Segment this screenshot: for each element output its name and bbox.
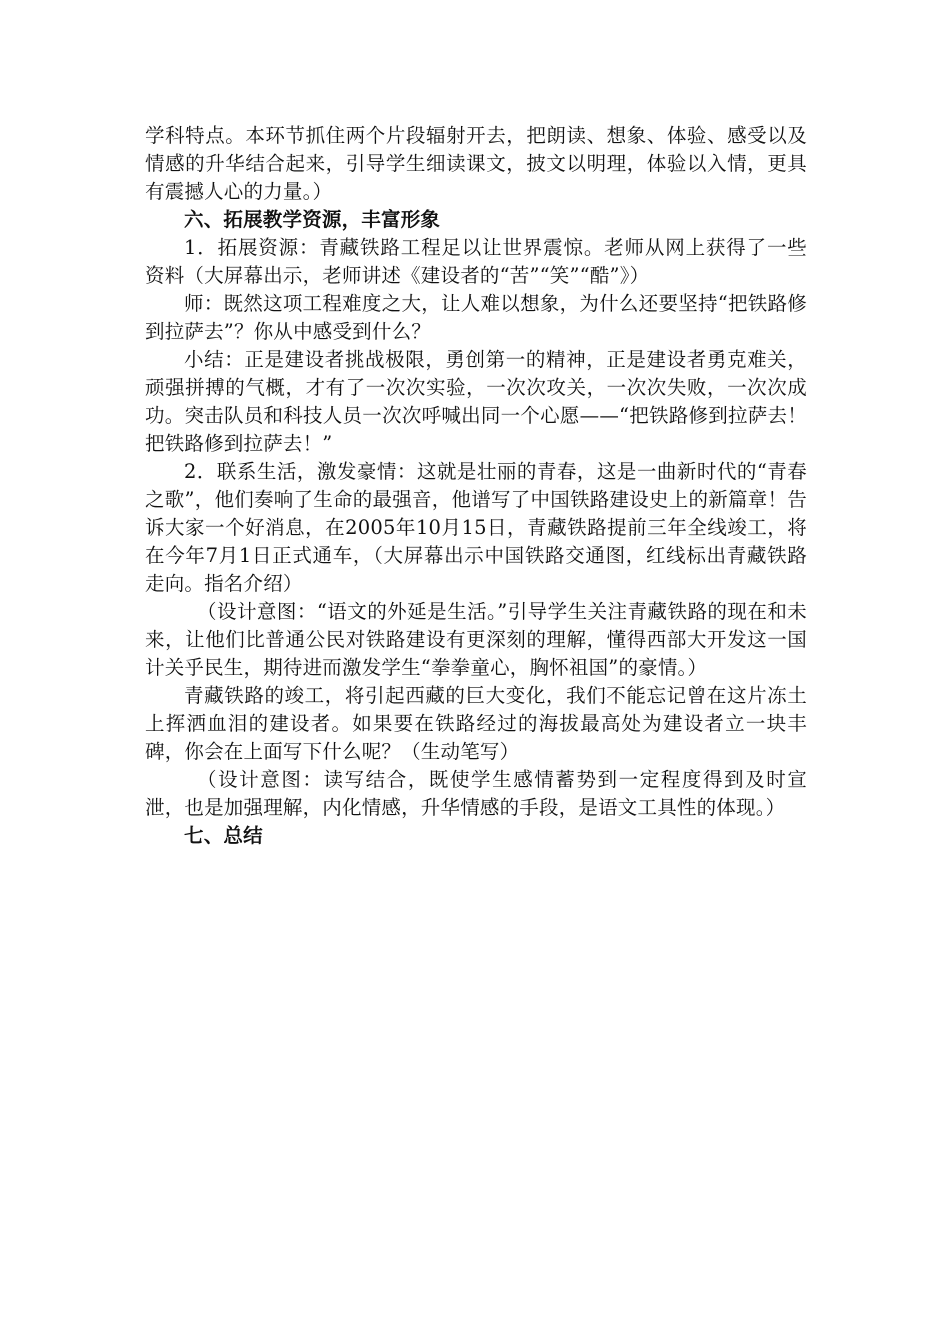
document-page <box>145 122 807 850</box>
paragraph-connect-life: 2．联系生活，激发豪情：这就是壮丽的青春，这是一曲新时代的“青春之歌”，他们奏响了生命的最强音，他谱写了中国铁路建设史上的新篇章！告诉大家一个好消息，在2005年10月15日，青藏铁路提前三年全线竣工，将在今年7月1日正式通车，（大屏幕出示中国铁路交通图，红线标出青藏铁路走向。指名介绍） <box>145 460 807 595</box>
paragraph-design-intent-continued: 学科特点。本环节抓住两个片段辐射开去，把朗读、想象、体验、感受以及情感的升华结合起来，引导学生细读课文，披文以明理，体验以入情，更具有震撼人心的力量。） <box>145 124 807 203</box>
paragraph-design-intent-life: （设计意图：“语文的外延是生活。”引导学生关注青藏铁路的现在和未来，让他们比普通公民对铁路建设有更深刻的理解，懂得西部大开发这一国计关乎民生，期待进而激发学生“拳拳童心，胸怀祖国”的豪情。） <box>145 600 807 679</box>
paragraph-summary: 小结：正是建设者挑战极限，勇创第一的精神，正是建设者勇克难关，顽强拼搏的气概，才有了一次次实验，一次次攻关，一次次失败，一次次成功。突击队员和科技人员一次次呼喊出同一个心愿——“把铁路修到拉萨去！把铁路修到拉萨去！” <box>145 348 807 455</box>
paragraph-railway-completion: 青藏铁路的竣工，将引起西藏的巨大变化，我们不能忘记曾在这片冻土上挥洒血泪的建设者。如果要在铁路经过的海拔最高处为建设者立一块丰碑，你会在上面写下什么呢？（生动笔写） <box>145 684 807 763</box>
section-heading-6: 六、拓展教学资源，丰富形象 <box>184 208 441 231</box>
paragraph-expand-resources: 1．拓展资源：青藏铁路工程足以让世界震惊。老师从网上获得了一些资料（大屏幕出示，老师讲述《建设者的“苦”“笑”“酷”》） <box>145 236 807 287</box>
paragraph-teacher-question: 师：既然这项工程难度之大，让人难以想象，为什么还要坚持“把铁路修到拉萨去”？你从中感受到什么？ <box>145 292 807 343</box>
paragraph-design-intent-writing: （设计意图：读写结合，既使学生感情蓄势到一定程度得到及时宣泄，也是加强理解，内化情感，升华情感的手段，是语文工具性的体现。） <box>145 768 807 819</box>
section-heading-7: 七、总结 <box>184 824 263 847</box>
